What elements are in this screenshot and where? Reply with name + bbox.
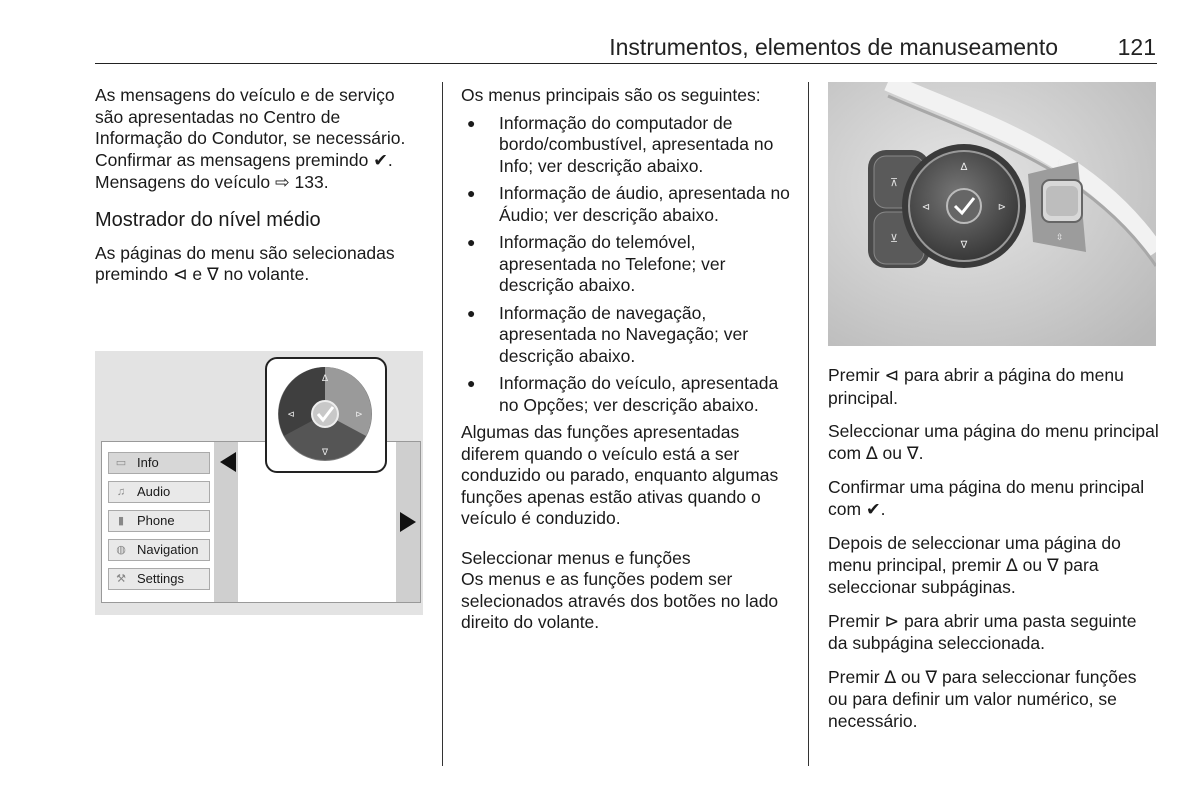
section-heading: Mostrador do nível médio [95, 208, 321, 231]
control-pad-inset [265, 357, 387, 473]
down-triangle-icon: ∇ [906, 443, 919, 464]
page-header-title: Instrumentos, elementos de manuseamento [609, 34, 1058, 60]
functions-paragraph: Algumas das funções apresentadas diferem quando o veículo está a ser conduzido ou parado, enquanto algumas funções apenas estão ativas quando o veículo é conduzido. [461, 422, 779, 528]
page-reference: 133. [294, 172, 329, 192]
selection-paragraph: Os menus e as funções podem ser selecionados através dos botões no lado direito do volante. [461, 569, 779, 632]
list-item: ● Informação do telemóvel, apresentada no Telefone; ver descrição abaixo. [461, 232, 793, 297]
check-icon: ✔ [865, 499, 881, 520]
column-2 [461, 85, 793, 646]
left-triangle-icon: ⊲ [884, 366, 900, 386]
menu-item-navigation: ◍ Navigation [108, 539, 210, 561]
instruction-2: Seleccionar uma página do menu principal com ∆ ou ∇. [828, 421, 1159, 464]
main-menu-list [461, 113, 793, 417]
svg-text:⇳: ⇳ [1056, 233, 1064, 243]
svg-text:∆: ∆ [321, 374, 329, 384]
header-rule [95, 63, 1157, 64]
svg-text:⊼: ⊼ [890, 176, 899, 189]
list-item: ● Informação de navegação, apresentada no Navegação; ver descrição abaixo. [461, 303, 793, 368]
list-item: ● Informação do computador de bordo/combustível, apresentada no Info; ver descrição abaixo. [461, 113, 793, 178]
up-triangle-icon: ∆ [884, 667, 897, 688]
down-triangle-icon: ∇ [1046, 555, 1059, 576]
svg-text:∇: ∇ [321, 448, 329, 458]
column-1 [95, 85, 427, 299]
up-triangle-icon: ∆ [1006, 555, 1018, 576]
phone-icon: ▮ [117, 515, 125, 527]
compass-icon: ◍ [116, 544, 126, 556]
instruction-3: Confirmar uma página do menu principal com ✔. [828, 477, 1145, 520]
down-triangle-icon: ∇ [207, 265, 219, 285]
svg-text:⊳: ⊳ [355, 410, 363, 420]
column-divider-1 [442, 82, 443, 766]
instruction-5: Premir ⊳ para abrir uma pasta seguinte da subpágina seleccionada. [828, 610, 1137, 653]
svg-text:⊲: ⊲ [921, 202, 931, 213]
menu-paragraph: As páginas do menu são selecionadas premindo ⊲ e ∇ no volante. [95, 242, 395, 285]
down-triangle-icon: ∇ [925, 667, 938, 688]
column-divider-2 [808, 82, 809, 766]
menu-item-audio: ♫ Audio [108, 481, 210, 503]
menu-item-info: ▭ Info [108, 452, 210, 474]
svg-text:∆: ∆ [960, 162, 968, 173]
check-icon: ✔ [373, 150, 388, 171]
menu-item-phone: ▮ Phone [108, 510, 210, 532]
instruction-1: Premir ⊲ para abrir a página do menu principal. [828, 365, 1124, 408]
column-3 [828, 365, 1160, 744]
page-reference-icon: ⇨ [275, 173, 290, 193]
list-item: ● Informação do veículo, apresentada no Opções; ver descrição abaixo. [461, 373, 793, 416]
left-arrow-icon [220, 452, 236, 472]
instruction-6: Premir ∆ ou ∇ para seleccionar funções ou para definir um valor numérico, se necessário. [828, 666, 1137, 731]
music-note-icon: ♫ [116, 486, 126, 498]
menu-item-settings: ⚒ Settings [108, 568, 210, 590]
page-number: 121 [1117, 34, 1156, 60]
main-menus-intro: Os menus principais são os seguintes: [461, 85, 761, 105]
list-item: ● Informação de áudio, apresentada no Áudio; ver descrição abaixo. [461, 183, 793, 226]
wrench-icon: ⚒ [116, 573, 126, 585]
control-pad-icon [267, 359, 385, 471]
svg-text:⇳: ⇳ [1056, 159, 1064, 169]
menu-display-figure [95, 351, 423, 615]
svg-text:⊲: ⊲ [287, 410, 295, 420]
right-arrow-icon [400, 512, 416, 532]
svg-text:⊻: ⊻ [890, 232, 899, 245]
instruction-4: Depois de seleccionar uma página do menu principal, premir ∆ ou ∇ para seleccionar subpáginas. [828, 533, 1121, 597]
intro-paragraph: As mensagens do veículo e de serviço são apresentadas no Centro de Informação do Condutor, se necessário. Confirmar as mensagens premindo ✔. Mensagens do veículo ⇨ 133. [95, 85, 406, 193]
steering-wheel-controls-icon [828, 82, 1156, 346]
svg-text:⊳: ⊳ [997, 202, 1007, 213]
svg-text:∇: ∇ [960, 240, 968, 251]
steering-wheel-photo [828, 82, 1156, 346]
subsection-heading: Seleccionar menus e funções [461, 547, 691, 568]
car-icon: ▭ [115, 457, 127, 469]
up-triangle-icon: ∆ [865, 443, 878, 464]
left-triangle-icon: ⊲ [172, 265, 188, 285]
right-triangle-icon: ⊳ [884, 611, 900, 632]
